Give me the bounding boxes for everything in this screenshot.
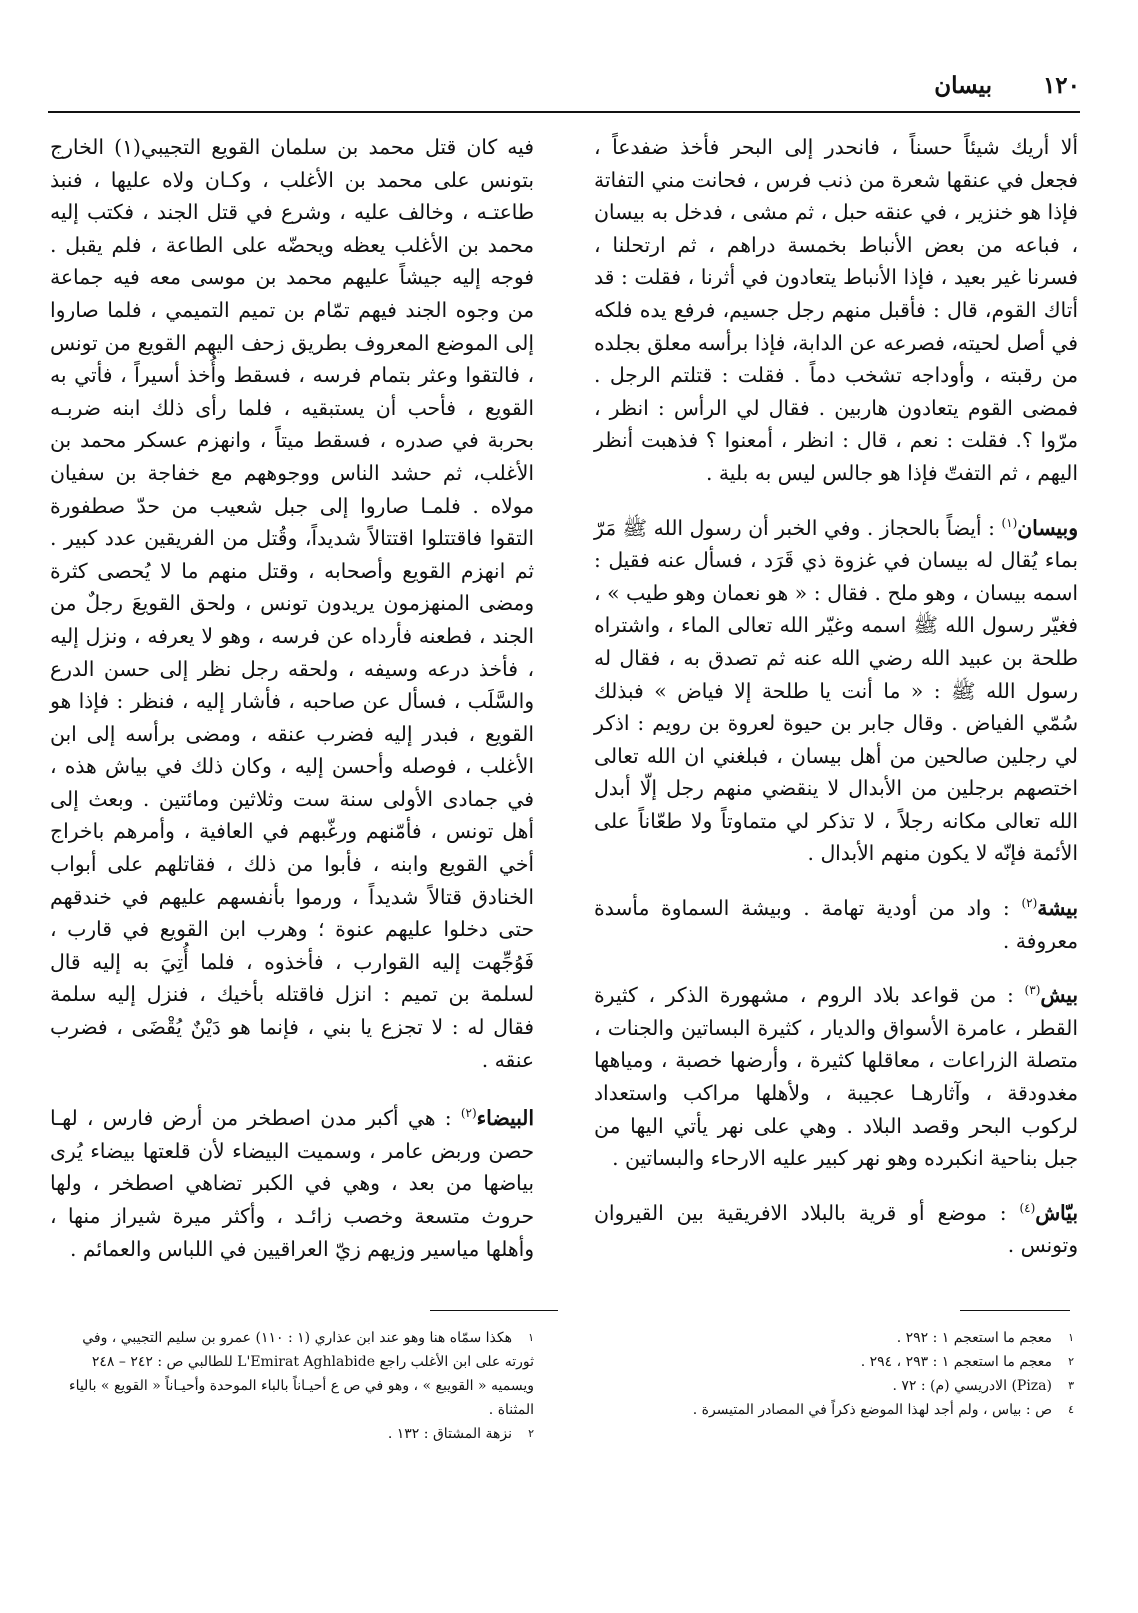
footnote-number: ٢ (1068, 1355, 1074, 1368)
footnote-number: ٤ (1068, 1403, 1074, 1416)
footnote-mark: (٢) (460, 1106, 477, 1121)
footnote-rule-right (960, 1310, 1070, 1311)
page-header (48, 72, 1080, 106)
running-title: بيسان (934, 72, 992, 99)
footnotes-right (590, 1326, 1074, 1422)
footnote (590, 1374, 1074, 1398)
paragraph-continued: ألا أريك شيئاً حسناً ، فانحدر إلى البحر فأخذ ضفدعاً ، فجعل في عنقها شعرة من ذنب فرس ، فحانت مني التفاتة فإذا هو خنزير ، في عنقه حبل ، ثم مشى ، فدخل به بيسان ، فباعه من بعض الأنباط بخمسة دراهم ، ثم ارتحلنا ، فسرنا غير بعيد ، فإذا الأنباط يتعادون في أثرنا ، فقلت : قد أتاك القوم، قال : فأقبل منهم رجل جسيم، فرفع يده فلكه في أصل لحيته، فصرعه عن الدابة، فإذا برأسه معلق بجلده من رقبته ، وأوداجه تشخب دماً . فقلت : قتلتم الرجل . فمضى القوم يتعادون هاربين . فقال لي الرأس : انظر ، مرّوا ؟. فقلت : نعم ، قال : انظر ، أمعنوا ؟ فذهبت أنظر اليهم ، ثم التفتّ فإذا هو جالس ليس به بلية . (594, 135, 1078, 485)
page-number: ١٢٠ (1042, 72, 1080, 99)
entry-bish (594, 979, 1078, 1175)
entry-baida (50, 1102, 534, 1265)
footnote (590, 1326, 1074, 1350)
footnotes-left (50, 1326, 534, 1446)
entry-heading: بيش (1040, 983, 1078, 1008)
footnote-text: (Piza) الادريسي (م) : ٧٢ . (892, 1378, 1052, 1394)
footnote-mark: (٤) (1019, 1201, 1036, 1216)
footnote-rule-left (430, 1310, 558, 1311)
entry-heading: وبيسان (1017, 515, 1078, 540)
entry-bayyash (594, 1197, 1078, 1262)
footnote (50, 1422, 534, 1446)
footnote-text: هكذا سمّاه هنا وهو عند ابن عذاري (١ : ١١٠) عمرو بن سليم التجيبي ، وفي ثورته على ابن الأغلب راجع L'Emirat Aghlabide للطالبي ص : ٢٤٢ – ٢٤٨ ويسميه « القويبع » ، وهو في ص ع أحيـاناً بالباء الموحدة وأحيـاناً « القويع » بالياء المثناة . (68, 1330, 534, 1418)
footnote-text: ص : بياس ، ولم أجد لهذا الموضع ذكراً في المصادر المتيسرة . (692, 1402, 1052, 1418)
entry-bisan (594, 512, 1078, 871)
footnote (590, 1350, 1074, 1374)
footnote-number: ٢ (528, 1427, 534, 1440)
entry-text: : من قواعد بلاد الروم ، مشهورة الذكر ، كثيرة القطر ، عامرة الأسواق والديار ، كثيرة البساتين والجنات ، متصلة الزراعات ، معاقلها كثيرة ، وأرضها خصبة ، ومياهها مغدودقة ، وآثارهـا عجيبة ، ولأهلها مراكب واستعداد لركوب البحر وقصد البلاد . وهي على نهر يأتي اليها من جبل بناحية انكبرده وهو نهر كبير عليه الارحاء والبساتين . (594, 983, 1078, 1171)
entry-text: : أيضاً بالحجاز . وفي الخبر أن رسول الله ﷺ مَرّ بماء يُقال له بيسان في غزوة ذي قَرَد ، فسأل عنه فقيل : اسمه بيسان ، وهو ملح . فقال : « هو نعمان وهو طيب » ، فغيّر رسول الله ﷺ اسمه وغيّر الله تعالى الماء ، واشتراه طلحة بن عبيد الله رضي الله عنه ثم تصدق به ، فقال له رسول الله ﷺ : « ما أنت يا طلحة إلا فياض » فبذلك سُمّي الفياض . وقال جابر بن حيوة لعروة بن رويم : اذكر لي رجلين صالحين من أهل بيسان ، فبلغني ان الله تعالى اختصهم برجلين من الأبدال لا ينقضي منهم رجل إلّا أبدل الله تعالى مكانه رجلاً ، لا تذكر لي متماوتاً ولا طعّاناً على الأئمة فإنّه لا يكون منهم الأبدال . (594, 515, 1078, 866)
footnote-mark: (٣) (1024, 983, 1041, 998)
footnote-mark: (٢) (1021, 896, 1038, 911)
footnote (50, 1326, 534, 1422)
paragraph-qawi: فيه كان قتل محمد بن سلمان القويع التجيبي(١) الخارج بتونس على محمد بن الأغلب ، وكـان ولاه عليها ، فنبذ طاعتـه ، وخالف عليه ، وشرع في قتل الجند ، فكتب إليه محمد بن الأغلب يعظه ويحضّه على الطاعة ، فلم يقبل . فوجه إليه جيشاً عليهم محمد بن موسى معه فيه جماعة من وجوه الجند فيهم تمّام بن تميم التميمي ، فلما صاروا إلى الموضع المعروف بطريق زحف اليهم القويع من تونس ، فالتقوا وعثر بتمام فرسه ، فسقط وأُخذ أسيراً ، فأتي به القويع ، فأحب أن يستبقيه ، فلما رأى ذلك ابنه ضربـه بحربة في صدره ، فسقط ميتاً ، وانهزم عسكر محمد بن الأغلب، ثم حشد الناس ووجوههم مع خفاجة بن سفيان مولاه . فلمـا صاروا إلى جبل شعيب من حدّ صطفورة التقوا فاقتتلوا اقتتالاً شديداً، وقُتل من الفريقين عدد كبير . ثم انهزم القويع وأصحابه ، وقتل منهم ما لا يُحصى كثرة ومضى المنهزمون يريدون تونس ، ولحق القويعَ رجلٌ من الجند ، فطعنه فأرداه عن فرسه ، وهو لا يعرفه ، ونزل إليه ، فأخذ درعه وسيفه ، ولحقه رجل نظر إلى حسن الدرع والسَّلَب ، فسأل عن صاحبه ، فأشار إليه ، فنظر : فإذا هو القويع ، فبدر إليه فضرب عنقه ، ومضى برأسه إلى ابن الأغلب ، فوصله وأحسن إليه ، وكان ذلك في بياش هذه ، في جمادى الأولى سنة ست وثلاثين ومائتين . وبعث إلى أهل تونس ، فأمّنهم ورغّبهم في العافية ، وأمرهم باخراج أخي القويع وابنه ، فأبوا من ذلك ، فقاتلهم على أبواب الخنادق قتالاً شديداً ، ورموا بأنفسهم عليهم في خندقهم حتى دخلوا عليهم عنوة ؛ وهرب ابن القويع في قارب ، فَوُجِّهت إليه القوارب ، فأخذوه ، فلما أُتِيَ به إليه قال لسلمة بن تميم : انزل فاقتله بأخيك ، فنزل إليه سلمة فقال له : لا تجزع يا بني ، فإنما هو دَيْنٌ يُقْضَى ، فضرب عنقه . (50, 135, 534, 1072)
footnote-text: معجم ما استعجم ١ : ٢٩٣ ، ٢٩٤ . (860, 1354, 1052, 1370)
entry-heading: البيضاء (476, 1106, 534, 1131)
entry-heading: بيشة (1037, 896, 1078, 921)
left-column (50, 131, 534, 1287)
entry-heading: بيّاش (1035, 1200, 1078, 1225)
footnote-text: نزهة المشتاق : ١٣٢ . (387, 1426, 512, 1442)
entry-text: : موضع أو قرية بالبلاد الافريقية بين القيروان وتونس . (594, 1200, 1078, 1258)
footnote-text: معجم ما استعجم ١ : ٢٩٢ . (896, 1330, 1052, 1346)
entry-bisha (594, 892, 1078, 957)
entry-text: : واد من أودية تهامة . وبيشة السماوة مأسدة معروفة . (594, 896, 1078, 953)
header-rule (48, 111, 1080, 113)
footnote-number: ١ (1068, 1331, 1074, 1344)
right-column (594, 131, 1078, 1284)
footnote-mark: (١) (1001, 515, 1018, 530)
entry-text: : هي أكبر مدن اصطخر من أرض فارس ، لهـا حصن وربض عامر ، وسميت البيضاء لأن قلعتها بيضاء يُرى بياضها من بعد ، وهي في الكبر تضاهي اصطخر ، ولها حروث متسعة وخصب زائـد ، وأكثر ميرة شيراز منها ، وأهلها مياسير وزيهم زيّ العراقيين في اللباس والعمائم . (50, 1106, 534, 1261)
footnote (590, 1398, 1074, 1422)
footnote-number: ١ (528, 1331, 534, 1344)
footnote-number: ٣ (1068, 1379, 1074, 1392)
